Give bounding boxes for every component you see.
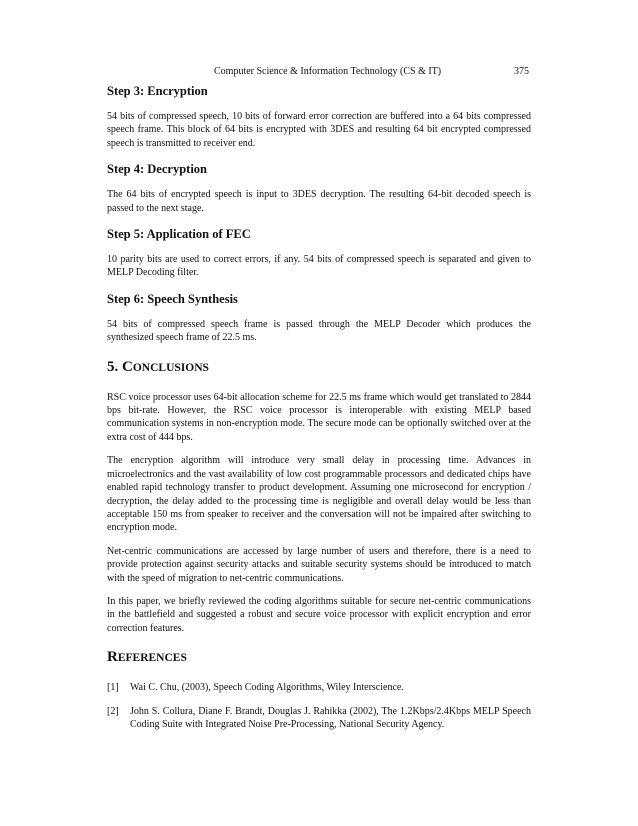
references-initial: R [107,649,118,666]
page-content [107,84,531,731]
conclusions-paragraph-3: Net-centric communications are accessed by large number of users and therefore, there is a need to provide protection against security attacks and suitable security systems should be introduced to match with the speed of migration to net-centric communications. [107,545,531,584]
step-5-text: 10 parity bits are used to correct errors, if any. 54 bits of compressed speech is separated and given to MELP Decoding filter. [107,254,531,279]
references-heading [107,649,531,667]
conclusions-heading [107,359,531,377]
conclusions-paragraph-2: The encryption algorithm will introduce very small delay in processing time. Advances in microelectronics and the vast availability of low cost programmable processors and dedicated chips have enabled rapid technology transfer to product development. Assuming one microsecond for encryption / decryption, the delay added to the processing time is negligible and overall delay would be less than acceptable 150 ms from speaker to receiver and the conversation will not be impaired after switching to encryption mode. [107,455,531,534]
step-4-heading: Step 4: Decryption [107,162,207,177]
step-3-text: 54 bits of compressed speech, 10 bits of forward error correction are buffered into a 64 bits compressed speech frame. This block of 64 bits is encrypted with 3DES and resulting 64 bit encrypted compressed speech is transmitted to receiver end. [107,111,531,149]
step-4-text: The 64 bits of encrypted speech is input to 3DES decryption. The resulting 64-bit decoded speech is passed to the next stage. [107,189,531,214]
conclusions-paragraph-1: RSC voice processor uses 64-bit allocation scheme for 22.5 ms frame which would get translated to 2844 bps bit-rate. However, the RSC voice processor is interoperable with existing MELP based communication systems in non-encryption mode. The secure mode can be optionally switched over at the extra cost of 444 bps. [107,391,531,443]
reference-number: [1] [107,682,119,694]
references-rest: EFERENCES [117,652,187,665]
step-3-heading: Step 3: Encryption [107,84,208,98]
journal-title: Computer Science & Information Technology (CS & IT) [214,66,442,77]
reference-text: John S. Collura, Diane F. Brandt, Douglas J. Rahikka (2002), The 1.2Kbps/2.4Kbps MELP Speech Coding Suite with Integrated Noise Pre-Processing, National Security Agency. [130,705,531,730]
page-number: 375 [514,66,529,77]
conclusions-paragraph-4: In this paper, we briefly reviewed the coding algorithms suitable for secure net-centric communications in the battlefield and suggested a robust and secure voice processor with explicit encryption and error correction features. [107,595,531,634]
step-6-heading: Step 6: Speech Synthesis [107,291,238,306]
conclusions-initial: C [122,358,133,375]
reference-text: Wai C. Chu, (2003), Speech Coding Algorithms, Wiley Interscience. [130,682,404,694]
conclusions-rest: ONCLUSIONS [132,361,209,374]
reference-item [107,681,531,694]
reference-number: [2] [107,705,119,717]
step-6-text: 54 bits of compressed speech frame is passed through the MELP Decoder which produces the synthesized speech frame of 22.5 ms. [107,318,531,344]
conclusions-number: 5. [107,358,119,375]
step-5-heading: Step 5: Application of FEC [107,227,251,242]
reference-item [107,705,531,732]
